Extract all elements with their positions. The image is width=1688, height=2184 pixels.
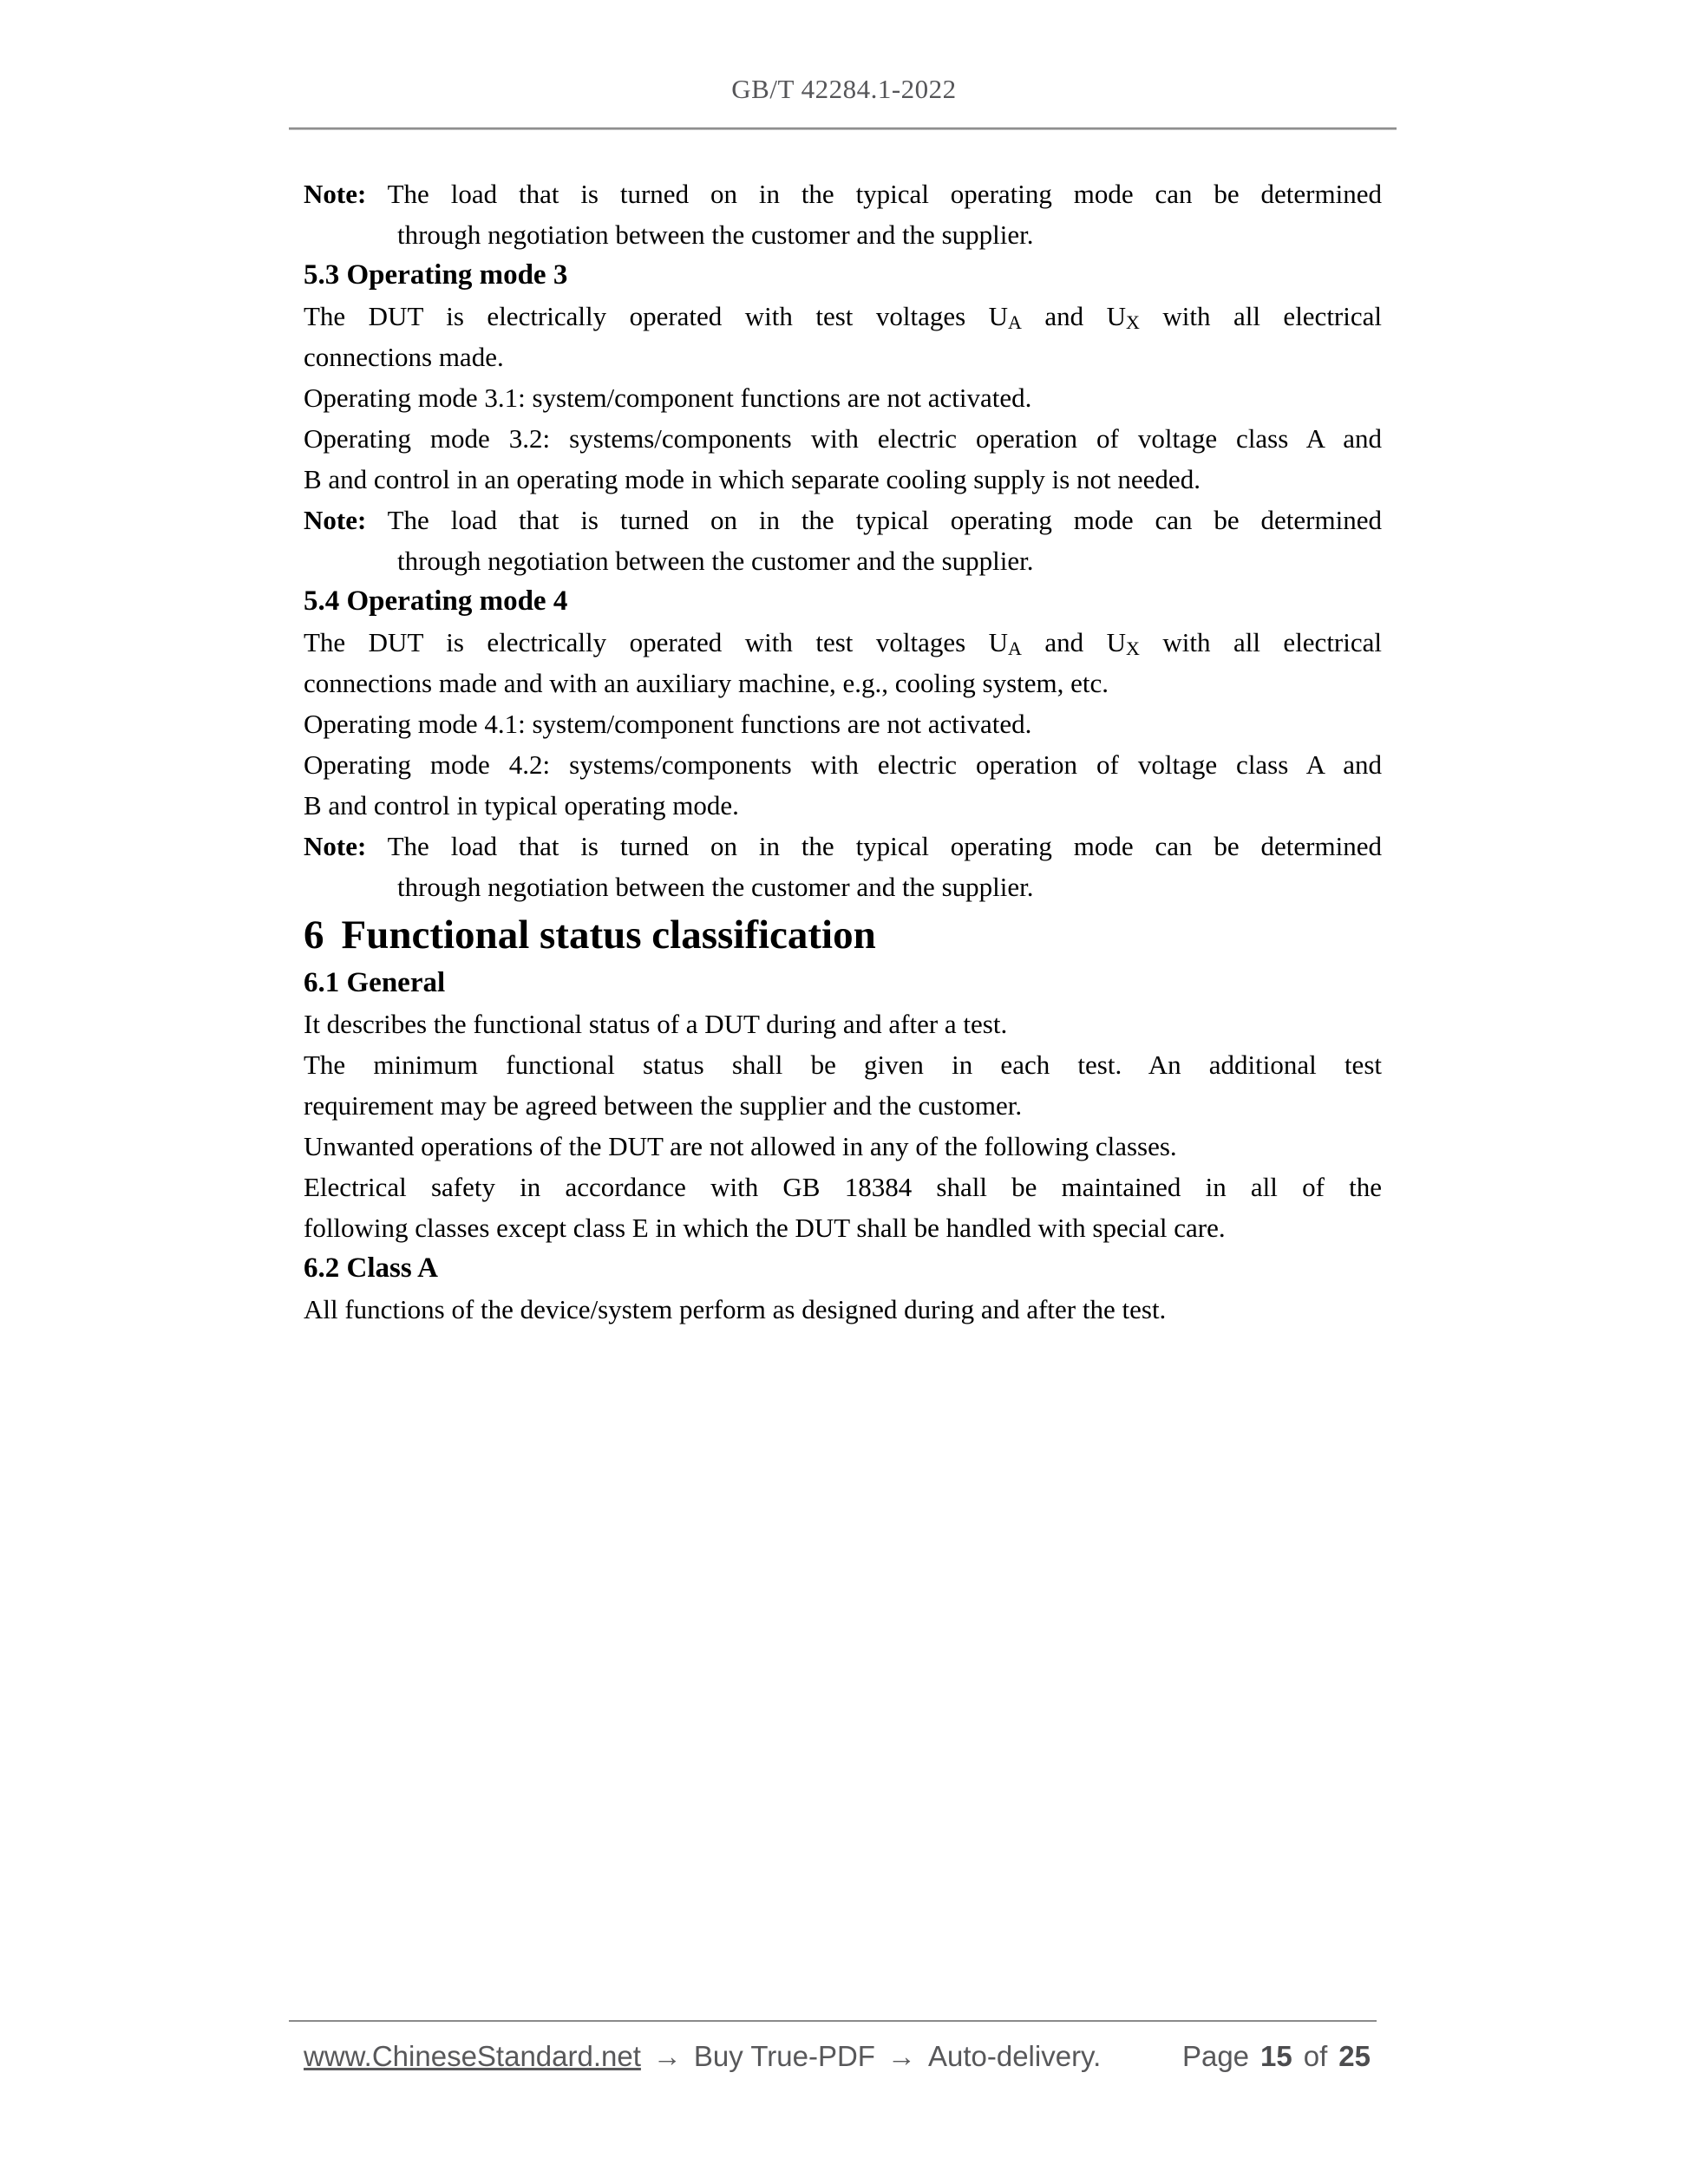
paragraph-text: and U xyxy=(1021,627,1127,657)
paragraph-line: connections made and with an auxiliary machine, e.g., cooling system, etc. xyxy=(304,668,1109,698)
section-heading-5-4: 5.4 Operating mode 4 xyxy=(304,585,568,617)
footer-delivery-text: Auto-delivery. xyxy=(927,2040,1102,2072)
page-total: 25 xyxy=(1338,2040,1371,2072)
note-text: The load that is turned on in the typical operating mode can be determined xyxy=(387,179,1382,209)
section-heading-5-3: 5.3 Operating mode 3 xyxy=(304,259,568,291)
paragraph xyxy=(304,1044,1382,1126)
paragraph-line: B and control in an operating mode in which separate cooling supply is not needed. xyxy=(304,464,1201,494)
note-paragraph xyxy=(304,826,1382,907)
note-text: The load that is turned on in the typical operating mode can be determined xyxy=(387,505,1382,535)
footer-left-group xyxy=(304,2038,1101,2075)
subscript-x: X xyxy=(1126,638,1140,659)
paragraph-line xyxy=(304,622,1382,663)
paragraph: Operating mode 4.1: system/component functions are not activated. xyxy=(304,709,1032,739)
arrow-icon: → xyxy=(652,2040,682,2072)
paragraph-line: Electrical safety in accordance with GB 18384 shall be maintained in all of the xyxy=(304,1172,1382,1202)
note-paragraph xyxy=(304,173,1382,255)
subscript-a: A xyxy=(1008,638,1022,659)
paragraph-line: requirement may be agreed between the supplier and the customer. xyxy=(304,1090,1023,1121)
of-label: of xyxy=(1303,2040,1328,2072)
page-current: 15 xyxy=(1260,2040,1292,2072)
paragraph xyxy=(304,744,1382,826)
paragraph xyxy=(304,1167,1382,1248)
paragraph-line: The minimum functional status shall be given in each test. An additional test xyxy=(304,1049,1382,1080)
note-label: Note: xyxy=(304,179,367,209)
note-text-continuation: through negotiation between the customer and the supplier. xyxy=(397,872,1034,902)
note-line xyxy=(304,500,1382,540)
paragraph-text: The DUT is electrically operated with test voltages U xyxy=(304,627,1009,657)
note-label: Note: xyxy=(304,831,367,861)
paragraph-line: Operating mode 3.2: systems/components with electric operation of voltage class A and xyxy=(304,423,1382,454)
website-link[interactable]: www.ChineseStandard.net xyxy=(304,2040,641,2072)
paragraph-line: following classes except class E in which the DUT shall be handled with special care. xyxy=(304,1213,1226,1243)
paragraph-line: Operating mode 4.2: systems/components with electric operation of voltage class A and xyxy=(304,749,1382,780)
chapter-number: 6 xyxy=(304,912,324,958)
page-number-indicator xyxy=(1182,2038,1371,2075)
subscript-a: A xyxy=(1008,311,1022,333)
paragraph xyxy=(304,418,1382,500)
footer-divider xyxy=(289,2020,1377,2022)
section-heading-6-2: 6.2 Class A xyxy=(304,1252,438,1284)
paragraph xyxy=(304,296,1382,377)
paragraph-line: B and control in typical operating mode. xyxy=(304,790,739,821)
chapter-heading-6 xyxy=(304,907,1382,963)
paragraph: Unwanted operations of the DUT are not allowed in any of the following classes. xyxy=(304,1131,1177,1161)
section-heading-6-1: 6.1 General xyxy=(304,967,446,998)
paragraph-text: The DUT is electrically operated with test voltages U xyxy=(304,301,1009,331)
header-divider xyxy=(289,128,1397,130)
note-text-continuation: through negotiation between the customer and the supplier. xyxy=(397,546,1034,576)
note-text: The load that is turned on in the typical operating mode can be determined xyxy=(387,831,1382,861)
document-number-header: GB/T 42284.1-2022 xyxy=(731,74,957,104)
arrow-icon: → xyxy=(887,2040,916,2072)
paragraph-line xyxy=(304,296,1382,337)
note-line xyxy=(304,826,1382,866)
page-footer xyxy=(304,2038,1371,2075)
paragraph-text: with all electrical xyxy=(1139,301,1383,331)
note-text-continuation: through negotiation between the customer and the supplier. xyxy=(397,219,1034,250)
note-label: Note: xyxy=(304,505,367,535)
note-line xyxy=(304,173,1382,214)
note-paragraph xyxy=(304,500,1382,581)
document-body xyxy=(304,173,1382,1330)
paragraph-text: and U xyxy=(1021,301,1127,331)
footer-buy-text: Buy True-PDF xyxy=(693,2040,875,2072)
chapter-title: Functional status classification xyxy=(341,912,876,958)
page-label: Page xyxy=(1181,2040,1250,2072)
paragraph-line: connections made. xyxy=(304,342,504,372)
paragraph: Operating mode 3.1: system/component functions are not activated. xyxy=(304,383,1032,413)
paragraph-text: with all electrical xyxy=(1139,627,1383,657)
paragraph xyxy=(304,622,1382,703)
subscript-x: X xyxy=(1126,311,1140,333)
paragraph: It describes the functional status of a DUT during and after a test. xyxy=(304,1009,1008,1039)
paragraph: All functions of the device/system perform as designed during and after the test. xyxy=(304,1294,1167,1324)
